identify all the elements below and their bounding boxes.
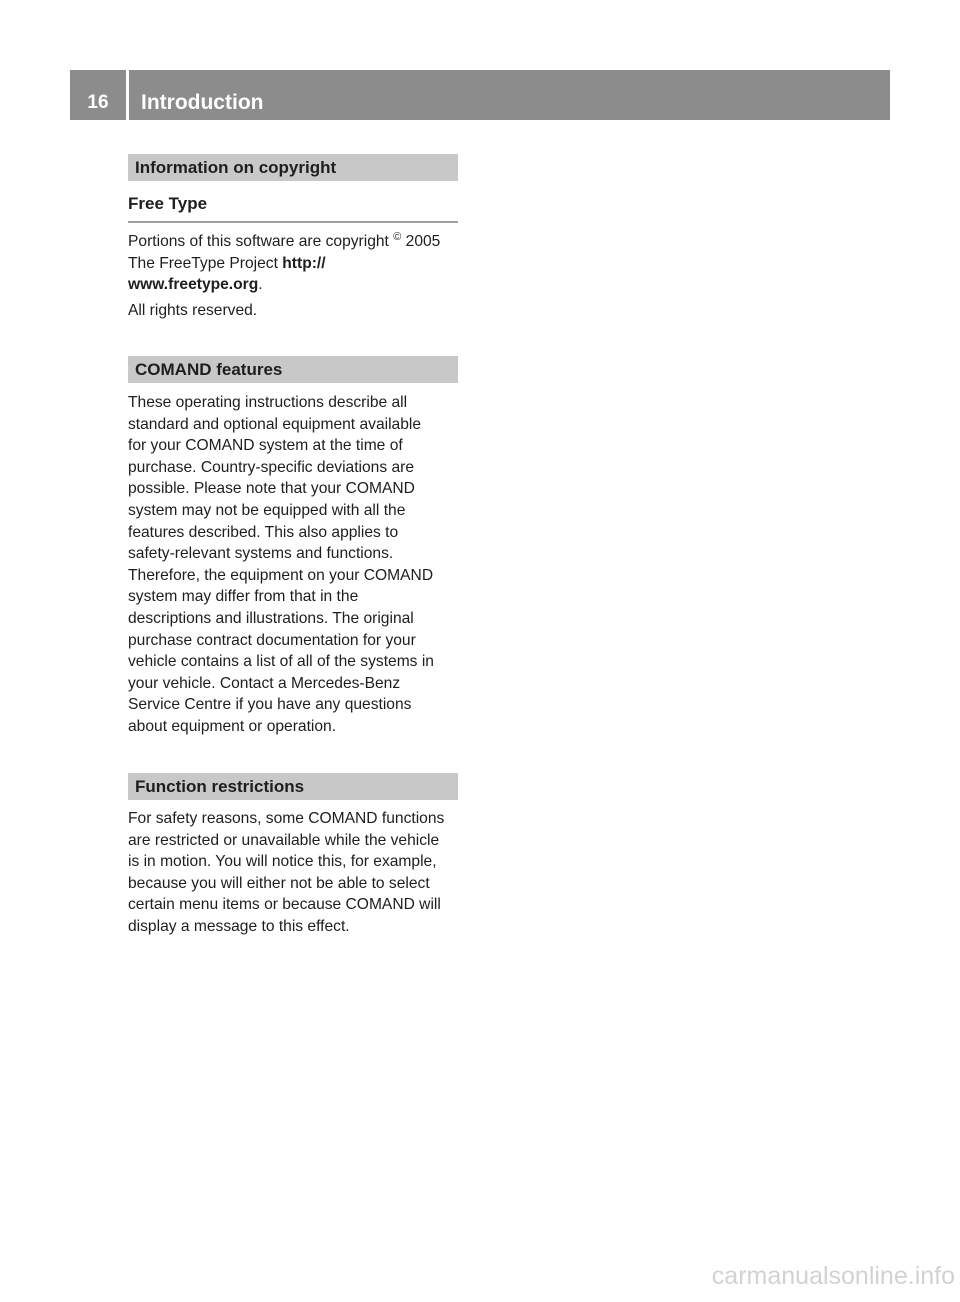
copyright-line-2: [128, 253, 460, 275]
copyright-line-2-text: The FreeType Project: [128, 254, 283, 272]
copyright-line-3: [128, 274, 460, 296]
function-restrictions-line: For safety reasons, some COMAND functions: [128, 810, 445, 827]
copyright-year: 2005: [401, 233, 441, 250]
comand-features-line: Therefore, the equipment on your COMAND: [128, 566, 434, 584]
comand-features-line: system may not be equipped with all the: [128, 501, 406, 519]
comand-features-line: features described. This also applies to: [128, 523, 399, 541]
comand-features-line: vehicle contains a list of all of the systems in: [128, 653, 434, 671]
section-heading-function-restrictions: Function restrictions: [128, 773, 458, 800]
function-restrictions-line: display a message to this effect.: [128, 917, 350, 935]
section-heading-copyright: Information on copyright: [128, 154, 458, 181]
chapter-title: Introduction: [141, 91, 264, 114]
copyright-symbol: ©: [393, 231, 402, 243]
section-heading-comand-features: COMAND features: [128, 356, 458, 383]
comand-features-text: [128, 392, 460, 738]
function-restrictions-line: certain menu items or because COMAND will: [128, 896, 441, 914]
comand-features-line: purchase contract documentation for your: [128, 631, 416, 649]
page-number: 16: [87, 92, 109, 113]
watermark: carmanualsonline.info: [711, 1262, 955, 1290]
comand-features-line: about equipment or operation.: [128, 717, 337, 735]
function-restrictions-section: [128, 773, 460, 800]
comand-features-line: for your COMAND system at the time of: [128, 437, 403, 455]
function-restrictions-text: [128, 808, 460, 938]
comand-features-line: safety-relevant systems and functions.: [128, 545, 394, 563]
comand-features-line: descriptions and illustrations. The original: [128, 609, 414, 627]
copyright-line-1-text: Portions of this software are copyright: [128, 233, 394, 250]
copyright-section: [128, 154, 460, 181]
freetype-link-part-2[interactable]: www.freetype.org: [128, 276, 259, 294]
copyright-line-1: [128, 231, 460, 253]
comand-features-line: system may differ from that in the: [128, 588, 359, 606]
comand-features-line: purchase. Country-specific deviations are: [128, 458, 415, 476]
comand-features-section: [128, 356, 460, 383]
comand-features-line: standard and optional equipment available: [128, 415, 422, 433]
comand-features-line: possible. Please note that your COMAND: [128, 480, 415, 498]
rights-reserved: All rights reserved.: [128, 301, 258, 319]
freetype-link-part-1[interactable]: http://: [282, 254, 326, 272]
subheading-free-type: Free Type: [128, 193, 458, 223]
function-restrictions-line: are restricted or unavailable while the vehicle: [128, 831, 440, 849]
comand-features-line: Service Centre if you have any questions: [128, 696, 412, 714]
copyright-text: [128, 231, 460, 321]
freetype-subsection: [128, 193, 460, 223]
comand-features-line: your vehicle. Contact a Mercedes-Benz: [128, 674, 401, 692]
header-divider: [126, 70, 129, 120]
function-restrictions-line: because you will either not be able to select: [128, 874, 430, 892]
copyright-line-3-end: .: [258, 276, 263, 294]
comand-features-line: These operating instructions describe all: [128, 394, 408, 411]
function-restrictions-line: is in motion. You will notice this, for example,: [128, 853, 437, 871]
